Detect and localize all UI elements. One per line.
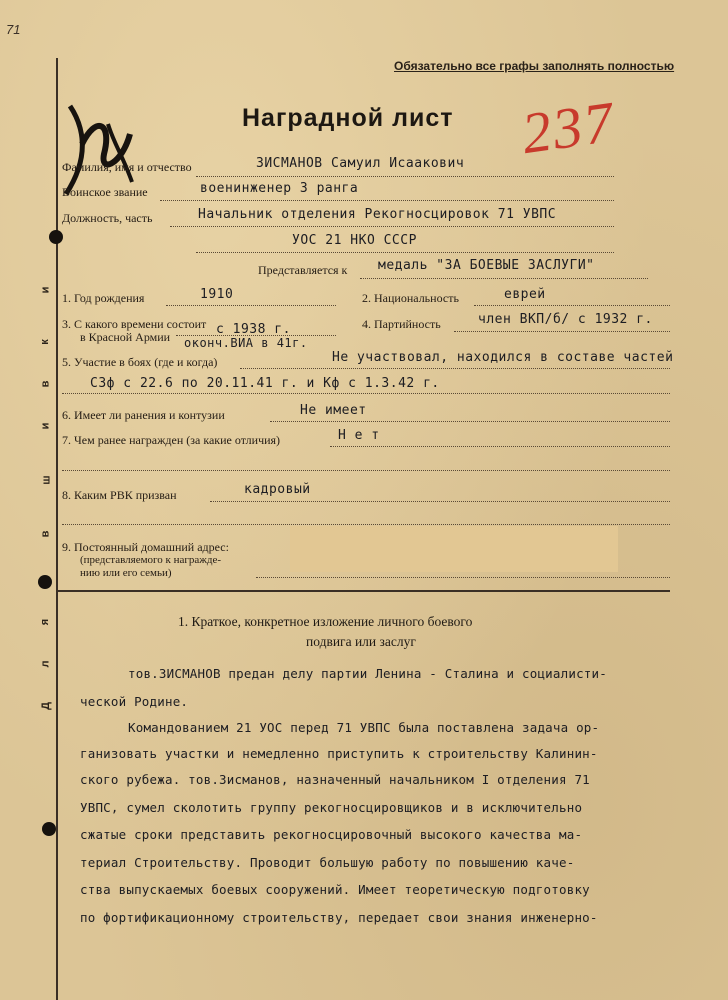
position-value-2: УОС 21 НКО СССР (292, 233, 417, 248)
redacted-address (290, 526, 618, 572)
body-line: ства выпускаемых боевых сооружений. Имеет теоретическую подготовку (80, 882, 590, 897)
item-6-line (270, 421, 670, 422)
item-3-value-1: с 1938 г. (216, 322, 291, 337)
item-8-value: кадровый (244, 482, 311, 497)
item-7-label: 7. Чем ранее награжден (за какие отличия) (62, 433, 281, 447)
red-registration-number: 237 (517, 88, 620, 167)
name-value: ЗИСМАНОВ Самуил Исаакович (256, 156, 465, 171)
body-line: УВПС, сумел сколотить группу рекогносцировщиков и в исключительно (80, 800, 583, 815)
item-3-label-2: в Красной Армии (80, 330, 171, 344)
item-2-line (474, 305, 670, 306)
item-4-value: член ВКП/б/ с 1932 г. (478, 312, 653, 327)
presented-value: медаль "ЗА БОЕВЫЕ ЗАСЛУГИ" (378, 258, 595, 273)
item-5-label: 5. Участие в боях (где и когда) (62, 355, 218, 369)
name-label: Фамилия, имя и отчество (62, 160, 192, 174)
item-9-line (256, 577, 670, 578)
document-page: 71 Д л я в ш и в к и Обязательно все графы заполнять полностью Наградной лист 237 Фамилия, имя и отчество ЗИСМАНОВ Самуил Исаакович Воинское звание военинженер 3 ранга Должность, часть Начальник отделения Рекогносцировок 71 УВПС УОС 21 НКО СССР Представляется к медаль "ЗА БОЕВЫЕ ЗАСЛУГИ" 1. Год рождения 1910 2. Национальность еврей 3. С какого времени состоит в Красной Армии с 1938 г. оконч.ВИА в 41г. 4. Партийность член ВКП/б/ с 1932 г. 5. Участие в боях (где и когда) Не участвовал, находился в составе частей СЗф с 22.6 по 20.11.41 г. и Кф с 1.3.42 г. 6. Имеет ли ранения и контузии Не имеет 7. Чем ранее награжден (за какие отличия) Н е т 8. Каким РВК призван кадровый 9. Постоянный домашний адрес: (представляемого к награжде- нию или его семьи) 1. Краткое, конкретное изложение личного боевого подвига или заслуг тов.ЗИСМАНОВ предан делу партии Ленина - Сталина и социалисти- ческой Родине. Командованием 21 УОС перед 71 УВПС была поставлена задача ор- ганизовать участки и немедленно приступить к строительству Калинин- ского рубежа. тов.Зисманов, назначенный начальником I отделения 71 УВПС, сумел сколотить группу рекогносцировщиков и в исключительно сжатые сроки представить рекогносцировочный высокого качества ма- териал Строительству. Проводит большую работу по повышению каче- ства выпускаемых боевых сооружений. Имеет теоретическую подготовку по фортификационному строительству, передает свои знания инженерно- (0, 0, 728, 1000)
section-heading-line-1: 1. Краткое, конкретное изложение личного боевого (178, 614, 473, 629)
presented-line (360, 278, 648, 279)
body-line: по фортификационному строительству, передает свои знания инженерно- (80, 910, 598, 925)
item-7-value: Н е т (338, 428, 380, 443)
body-line: сжатые сроки представить рекогносцировочный высокого качества ма- (80, 827, 583, 842)
top-note: Обязательно все графы заполнять полностью (394, 59, 675, 73)
section-separator (56, 590, 670, 592)
body-line: Командованием 21 УОС перед 71 УВПС была поставлена задача ор- (128, 720, 600, 735)
item-3-value-2: оконч.ВИА в 41г. (184, 336, 308, 350)
item-5-value-1: Не участвовал, находился в составе частей (332, 350, 674, 365)
item-9-label-1: 9. Постоянный домашний адрес: (62, 540, 229, 554)
presented-label: Представляется к (258, 263, 348, 277)
item-1-label: 1. Год рождения (62, 291, 145, 305)
item-1-value: 1910 (200, 287, 234, 302)
item-5-value-2: СЗф с 22.6 по 20.11.41 г. и Кф с 1.3.42 г. (90, 376, 440, 391)
item-1-line (166, 305, 336, 306)
item-9-label-2: (представляемого к награжде- (80, 554, 222, 566)
position-label: Должность, часть (62, 211, 153, 225)
body-line: ганизовать участки и немедленно приступить к строительству Калинин- (80, 746, 598, 761)
item-6-value: Не имеет (300, 403, 367, 418)
item-8-line (210, 501, 670, 502)
position-line-2 (196, 252, 614, 253)
page-title: Наградной лист (242, 104, 454, 132)
item-7-line (330, 446, 670, 447)
item-3-label-1: 3. С какого времени состоит (62, 317, 207, 331)
corner-mark: 71 (6, 22, 21, 37)
item-2-value: еврей (504, 287, 546, 302)
body-line: ского рубежа. тов.Зисманов, назначенный начальником I отделения 71 (80, 772, 590, 787)
punch-hole-bottom (42, 822, 56, 836)
item-2-label: 2. Национальность (362, 291, 459, 305)
body-line: териал Строительству. Проводит большую работу по повышению каче- (80, 855, 575, 870)
item-7-line-2 (62, 470, 670, 471)
position-value-1: Начальник отделения Рекогносцировок 71 УВПС (198, 207, 557, 222)
punch-hole-top (49, 230, 63, 244)
name-line (196, 176, 614, 177)
section-heading-line-2: подвига или заслуг (306, 634, 416, 649)
item-5-line (240, 368, 670, 369)
item-5-line-2 (62, 393, 670, 394)
item-4-line (454, 331, 670, 332)
item-9-label-3: нию или его семьи) (80, 567, 172, 579)
item-8-label: 8. Каким РВК призван (62, 488, 177, 502)
item-6-label: 6. Имеет ли ранения и контузии (62, 408, 225, 422)
body-line: ческой Родине. (80, 694, 189, 709)
rank-value: военинженер 3 ранга (200, 181, 359, 196)
body-line: тов.ЗИСМАНОВ предан делу партии Ленина - Сталина и социалисти- (128, 666, 607, 681)
rank-label: Воинское звание (62, 185, 148, 199)
item-4-label: 4. Партийность (362, 317, 441, 331)
rank-line (160, 200, 614, 201)
punch-hole-middle (38, 575, 52, 589)
item-3-line (176, 335, 336, 336)
position-line (170, 226, 614, 227)
item-8-line-2 (62, 524, 670, 525)
